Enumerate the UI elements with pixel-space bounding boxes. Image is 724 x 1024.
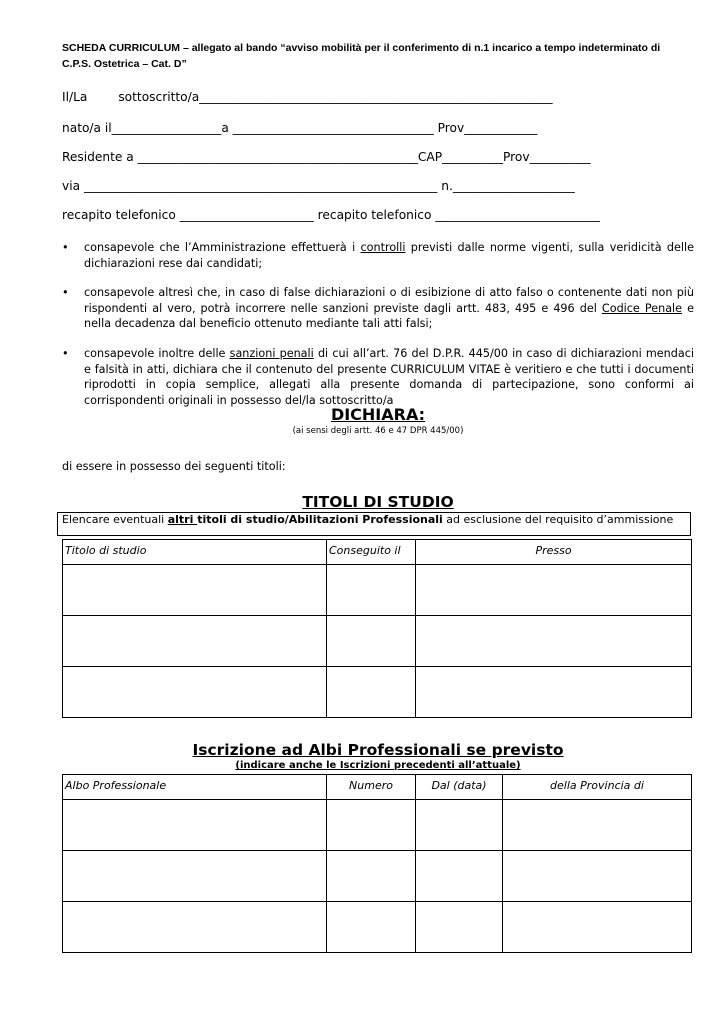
table-row <box>63 800 692 851</box>
bullet-false-dichiarazioni <box>62 285 694 332</box>
titoli-studio-table <box>62 539 692 718</box>
table-cell[interactable] <box>416 800 503 851</box>
table-cell[interactable] <box>416 851 503 902</box>
table-cell[interactable] <box>327 565 416 616</box>
table-cell[interactable] <box>63 616 327 667</box>
bullet-1-underlined: controlli <box>360 241 406 254</box>
table-cell[interactable] <box>416 667 692 718</box>
note-text-end: ad esclusione del requisito d’ammissione <box>442 513 674 526</box>
table-row <box>63 851 692 902</box>
bullet-2-text-end: e nella decadenza dal beneficio ottenuto mediante tali atti falsi; <box>84 301 694 330</box>
table-cell[interactable] <box>503 851 692 902</box>
field-nato-il[interactable]: nato/a il__________________a _________________________________ Prov____________ <box>62 121 538 135</box>
table-cell[interactable] <box>327 616 416 667</box>
note-bold: titoli di studio/Abilitazioni Professionali <box>197 513 443 526</box>
titoli-note-box <box>57 512 691 536</box>
field-residente[interactable]: Residente a ______________________________________________CAP__________Prov__________ <box>62 150 591 164</box>
column-header-presso: Presso <box>416 540 692 565</box>
table-row <box>63 902 692 953</box>
note-text: Elencare eventuali <box>62 513 168 526</box>
table-cell[interactable] <box>63 565 327 616</box>
bullet-1-text: consapevole che l’Amministrazione effettuerà i <box>84 241 361 254</box>
table-cell[interactable] <box>416 565 692 616</box>
bullet-dot-icon: • <box>62 241 69 254</box>
table-cell[interactable] <box>63 800 327 851</box>
table-cell[interactable] <box>503 800 692 851</box>
column-header-provincia: della Provincia di <box>503 775 692 800</box>
field-recapito-telefonico[interactable]: recapito telefonico ______________________ recapito telefonico ___________________________ <box>62 208 600 222</box>
table-cell[interactable] <box>416 616 692 667</box>
column-header-titolo: Titolo di studio <box>63 540 327 565</box>
titoli-studio-heading: TITOLI DI STUDIO <box>302 493 454 511</box>
column-header-numero: Numero <box>327 775 416 800</box>
table-row <box>63 616 692 667</box>
bullet-3-text-end: di cui all’art. 76 del D.P.R. 445/00 in caso di dichiarazioni mendaci e falsità in atti, dichiara che il contenuto del presente CURRICULUM VITAE è veritiero e che tutti i documenti riprodotti in copia semplice, allegati alla presente domanda di partecipazione, sono conformi ai corrispondenti originali in possesso del/la sottoscritto/a <box>84 347 694 407</box>
bullet-3-underlined: sanzioni penali <box>229 347 314 360</box>
bullet-controlli <box>62 240 694 271</box>
table-cell[interactable] <box>503 902 692 953</box>
table-cell[interactable] <box>327 667 416 718</box>
table-header-row <box>63 775 692 800</box>
column-header-dal: Dal (data) <box>416 775 503 800</box>
header-line-1: SCHEDA CURRICULUM – allegato al bando “avviso mobilità per il conferimento di n.1 incarico a tempo indeterminato di <box>62 42 661 54</box>
bullet-1-text-end: previsti dalle norme vigenti, sulla veridicità delle dichiarazioni rese dai candidati; <box>84 241 694 270</box>
bullet-dot-icon: • <box>62 286 69 299</box>
table-cell[interactable] <box>63 902 327 953</box>
albi-subtitle: (indicare anche le Iscrizioni precedenti all’attuale) <box>235 760 521 771</box>
table-cell[interactable] <box>416 902 503 953</box>
albi-heading: Iscrizione ad Albi Professionali se previsto <box>192 741 564 759</box>
table-header-row <box>63 540 692 565</box>
note-altri: altri <box>167 513 198 526</box>
table-row <box>63 667 692 718</box>
field-via[interactable]: via __________________________________________________________ n.____________________ <box>62 179 575 193</box>
table-cell[interactable] <box>63 667 327 718</box>
dichiara-heading: DICHIARA: <box>330 405 426 424</box>
possesso-titoli-text: di essere in possesso dei seguenti titoli: <box>62 460 286 473</box>
document-header <box>62 40 702 72</box>
bullet-sanzioni-penali <box>62 346 694 408</box>
table-cell[interactable] <box>327 800 416 851</box>
column-header-conseguito: Conseguito il <box>327 540 416 565</box>
bullet-2-text: consapevole altresì che, in caso di false dichiarazioni o di esibizione di atto falso o contenente dati non più rispondenti al vero, potrà incorrere nelle sanzioni previste dagli artt. 483, 495 e 496 del <box>84 286 694 315</box>
table-cell[interactable] <box>327 851 416 902</box>
bullet-dot-icon: • <box>62 347 69 360</box>
table-row <box>63 565 692 616</box>
header-line-2: C.P.S. Ostetrica – Cat. D” <box>62 58 187 70</box>
dichiara-subtitle: (ai sensi degli artt. 46 e 47 DPR 445/00) <box>292 426 464 436</box>
column-header-albo: Albo Professionale <box>63 775 327 800</box>
albi-table <box>62 774 692 953</box>
field-sottoscritto[interactable]: Il/La sottoscritto/a__________________________________________________________ <box>62 90 553 104</box>
bullet-2-underlined: Codice Penale <box>601 301 683 315</box>
table-cell[interactable] <box>327 902 416 953</box>
bullet-3-text: consapevole inoltre delle <box>84 347 230 360</box>
table-cell[interactable] <box>63 851 327 902</box>
